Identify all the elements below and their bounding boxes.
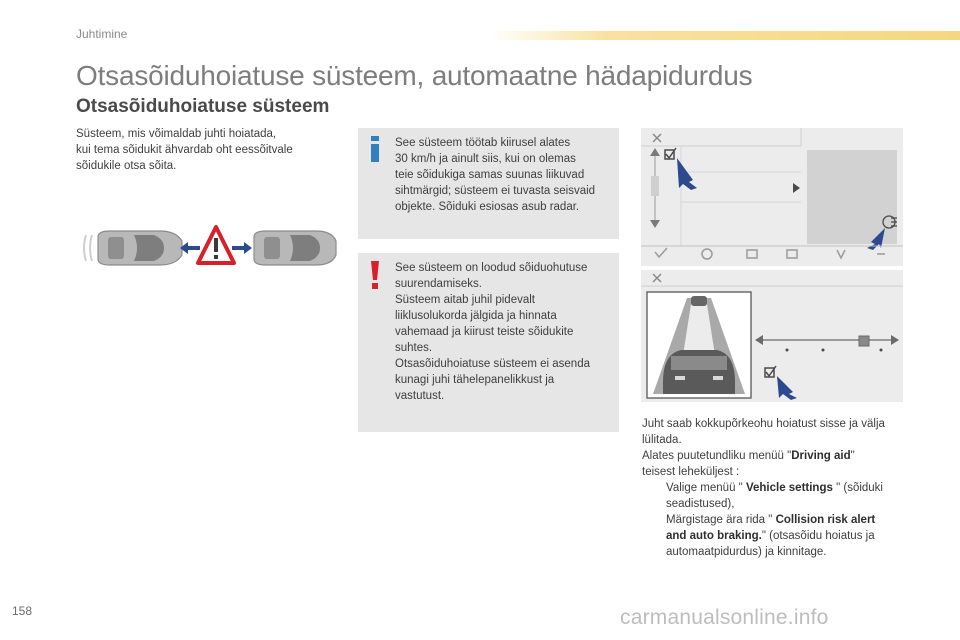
touchscreen-menu-illustration bbox=[641, 128, 903, 266]
watermark: carmanualsonline.info bbox=[620, 606, 829, 629]
warning-note-line: suurendamiseks. bbox=[395, 278, 482, 290]
instruction-line: teisest leheküljest : bbox=[642, 466, 740, 478]
menu-name-driving-aid: Driving aid bbox=[791, 450, 851, 462]
info-note-line: 30 km/h ja ainult siis, kui on olemas bbox=[395, 153, 576, 165]
info-note bbox=[358, 128, 619, 239]
option-name-auto-braking: and auto braking. bbox=[666, 530, 762, 542]
warning-note-line: See süsteem on loodud sõiduohutuse bbox=[395, 262, 588, 274]
warning-note-line: Otsasõiduhoiatuse süsteem ei asenda bbox=[395, 358, 590, 370]
instruction-text: " bbox=[850, 450, 855, 462]
intro-line: kui tema sõidukit ähvardab oht eessõitvale bbox=[76, 144, 293, 156]
intro-line: Süsteem, mis võimaldab juhti hoiatada, bbox=[76, 128, 277, 140]
instruction-text: " (sõiduki bbox=[832, 482, 883, 494]
option-name-collision-risk: Collision risk alert bbox=[775, 514, 876, 526]
menu-name-vehicle-settings: Vehicle settings bbox=[745, 482, 833, 494]
front-car-icon bbox=[254, 231, 336, 265]
warning-icon bbox=[370, 261, 380, 289]
instruction-text: Alates puutetundliku menüü " bbox=[642, 450, 792, 462]
warning-note bbox=[358, 253, 619, 432]
instruction-step bbox=[642, 512, 912, 560]
info-note-line: objekte. Sõiduki esiosas asub radar. bbox=[395, 201, 580, 213]
warning-note-line: Süsteem aitab juhil pidevalt bbox=[395, 294, 535, 306]
page-number: 158 bbox=[12, 604, 33, 618]
info-note-line: sihtmärgid; süsteem ei tuvasta seisvaid bbox=[395, 185, 596, 197]
warning-note-line: vahemaad ja kiirust teiste sõidukite bbox=[395, 326, 574, 338]
info-note-line: teie sõidukiga samas suunas liikuvad bbox=[395, 169, 585, 181]
warning-note-line: kunagi juhi tähelepanelikkust ja bbox=[395, 374, 555, 386]
instruction-line: lülitada. bbox=[642, 434, 682, 446]
instruction-text: Valige menüü " bbox=[666, 482, 746, 494]
warning-note-line: vastutust. bbox=[395, 390, 445, 402]
page-title: Otsasõiduhoiatuse süsteem, automaatne hädapidurdus bbox=[76, 60, 753, 91]
header-decoration-bar bbox=[490, 31, 960, 40]
rear-car-icon bbox=[98, 231, 182, 265]
instructions bbox=[642, 416, 912, 560]
section-subtitle: Otsasõiduhoiatuse süsteem bbox=[76, 96, 330, 117]
instruction-line bbox=[642, 448, 912, 464]
warning-triangle-icon bbox=[198, 227, 234, 263]
instruction-text: " (otsasõidu hoiatus ja bbox=[761, 530, 875, 542]
collision-settings-illustration bbox=[641, 270, 903, 402]
section-label: Juhtimine bbox=[76, 27, 128, 41]
collision-illustration bbox=[76, 213, 341, 283]
warning-note-line: suhtes. bbox=[395, 342, 433, 354]
instruction-text: automaatpidurdus) ja kinnitage. bbox=[666, 546, 827, 558]
warning-note-line: liiklusolukorda jälgida ja hinnata bbox=[395, 310, 557, 322]
instruction-step bbox=[642, 480, 912, 512]
intro-line: sõidukile otsa sõita. bbox=[76, 160, 177, 172]
instruction-line: Juht saab kokkupõrkeohu hoiatust sisse ja välja bbox=[642, 418, 885, 430]
intro-paragraph bbox=[76, 126, 336, 174]
instruction-text: Märgistage ära rida " bbox=[666, 514, 776, 526]
instruction-text: seadistused), bbox=[666, 498, 735, 510]
info-icon bbox=[368, 136, 382, 162]
info-note-line: See süsteem töötab kiirusel alates bbox=[395, 137, 571, 149]
